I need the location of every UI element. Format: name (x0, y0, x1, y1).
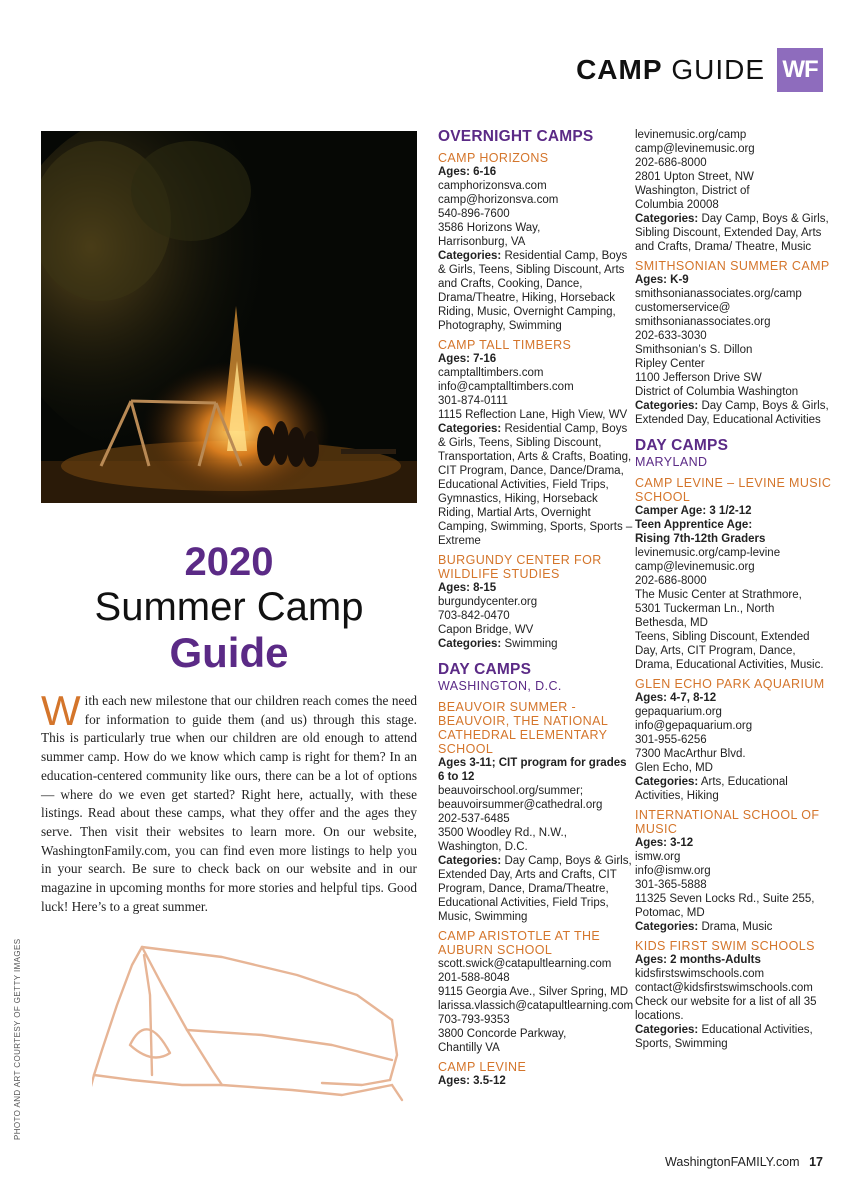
section-title-light: GUIDE (671, 54, 765, 85)
camp-detail: contact@kidsfirstswimschools.com (635, 982, 813, 994)
categories-label: Categories: (635, 213, 699, 225)
camp-name: CAMP LEVINE – LEVINE MUSIC SCHOOL (635, 476, 832, 504)
categories-label: Categories: (635, 1024, 699, 1036)
camp-detail: 7300 MacArthur Blvd. (635, 748, 746, 760)
camp-detail: Ripley Center (635, 358, 705, 370)
camp-detail: 9115 Georgia Ave., Silver Spring, MD (438, 986, 629, 998)
categories-text: Swimming (501, 638, 558, 650)
camp-detail: Potomac, MD (635, 907, 705, 919)
camp-ages: Ages: 3-12 (635, 837, 694, 849)
camp-detail: customerservice@ (635, 302, 731, 314)
categories-text: Day Camp, Boys & Girls, Sibling Discount, Extended Day, Arts and Crafts, Drama/ Theatre, Music (635, 213, 829, 253)
camp-detail: 201-588-8048 (438, 972, 510, 984)
camp-detail: kidsfirstswimschools.com (635, 968, 765, 980)
categories-label: Categories: (438, 855, 502, 867)
camp-detail: 2801 Upton Street, NW (635, 171, 754, 183)
camp-categories (635, 775, 835, 803)
categories-text: Arts, Educational Activities, Hiking (635, 776, 788, 802)
listings-column-1 (438, 128, 634, 1088)
camp-detail: 3586 Horizons Way, (438, 222, 541, 234)
camp-detail: The Music Center at Strathmore, (635, 589, 802, 601)
camp-detail: 202-686-8000 (635, 575, 707, 587)
tent-illustration (92, 935, 410, 1110)
camp-detail: smithsonianassociates.org/camp (635, 288, 802, 300)
page-footer (665, 1155, 823, 1169)
camp-detail: 1115 Reflection Lane, High View, WV (438, 409, 628, 421)
camp-detail: burgundycenter.org (438, 596, 538, 608)
camp-ages: Camper Age: 3 1/2-12 (635, 505, 752, 517)
camp-name: KIDS FIRST SWIM SCHOOLS (635, 939, 815, 953)
section-title (576, 54, 765, 86)
camp-name: CAMP HORIZONS (438, 151, 549, 165)
categories-text: Residential Camp, Boys & Girls, Teens, Sibling Discount, Arts and Crafts, Cooking, Dance, Drama/Theatre, Hiking, Horseback Riding, Music, Overnight Camping, Photography, Swimming (438, 250, 628, 332)
photo-credit: PHOTO AND ART COURTESY OF GETTY IMAGES (13, 938, 22, 1140)
camp-ages: Ages: K-9 (635, 274, 689, 286)
categories-label: Categories: (635, 776, 699, 788)
camp-detail: Harrisonburg, VA (438, 236, 526, 248)
camp-ages: Ages: 4-7, 8-12 (635, 692, 717, 704)
camp-detail: ismw.org (635, 851, 681, 863)
camp-name: BURGUNDY CENTER FOR WILDLIFE STUDIES (438, 553, 602, 581)
camp-categories (438, 249, 634, 333)
camp-categories (635, 212, 835, 254)
camp-detail: 301-874-0111 (438, 395, 508, 407)
camp-ages: Ages: 7-16 (438, 353, 497, 365)
camp-detail: camphorizonsva.com (438, 180, 547, 192)
categories-label: Categories: (635, 400, 699, 412)
camp-name: CAMP TALL TIMBERS (438, 338, 572, 352)
camp-detail: 202-537-6485 (438, 813, 510, 825)
section-heading: OVERNIGHT CAMPS (438, 128, 594, 145)
camp-detail: Capon Bridge, WV (438, 624, 534, 636)
camp-detail: Chantilly VA (438, 1042, 500, 1054)
camp-detail: 3500 Woodley Rd., N.W., (438, 827, 567, 839)
categories-label: Categories: (438, 250, 502, 262)
camp-name: SMITHSONIAN SUMMER CAMP (635, 259, 830, 273)
camp-detail: camp@horizonsva.com (438, 194, 559, 206)
camp-detail: 703-842-0470 (438, 610, 510, 622)
camp-detail: 202-686-8000 (635, 157, 707, 169)
camp-detail: Smithsonian’s S. Dillon (635, 344, 753, 356)
camp-ages: Rising 7th-12th Graders (635, 533, 766, 545)
section-heading: DAY CAMPS (438, 661, 532, 678)
camp-categories (438, 854, 634, 924)
camp-name: BEAUVOIR SUMMER - BEAUVOIR, THE NATIONAL CATHEDRAL ELEMENTARY SCHOOL (438, 700, 608, 756)
camp-detail: camp@levinemusic.org (635, 561, 755, 573)
title-summer-camp: Summer Camp (94, 585, 364, 629)
page-number: 17 (809, 1155, 823, 1169)
camp-name: CAMP LEVINE (438, 1060, 527, 1074)
camp-detail: info@gepaquarium.org (635, 720, 753, 732)
categories-label: Categories: (438, 638, 502, 650)
camp-detail: 11325 Seven Locks Rd., Suite 255, (635, 893, 815, 905)
camp-ages: Teen Apprentice Age: (635, 519, 753, 531)
camp-detail: 202-633-3030 (635, 330, 707, 342)
camp-detail: larissa.vlassich@catapultlearning.com (438, 1000, 634, 1012)
categories-text: Educational Activities, Sports, Swimming (635, 1024, 813, 1050)
camp-name: GLEN ECHO PARK AQUARIUM (635, 677, 825, 691)
wf-logo: WF (777, 48, 823, 92)
camp-detail: 5301 Tuckerman Ln., North (635, 603, 775, 615)
camp-detail: smithsonianassociates.org (635, 316, 771, 328)
camp-detail: 301-955-6256 (635, 734, 707, 746)
drop-cap: W (41, 687, 81, 734)
camp-detail: Bethesda, MD (635, 617, 708, 629)
camp-detail: levinemusic.org/camp-levine (635, 547, 781, 559)
camp-detail: 703-793-9353 (438, 1014, 510, 1026)
categories-text: Residential Camp, Boys & Girls, Teens, Sibling Discount, Transportation, Arts & Crafts, Boating, CIT Program, Dance, Dance/Drama, Educational Activities, Field Trips, Gymnastics, Hiking, Horseback Riding, Martial Arts, Overnight Camping, Swimming, Sports, Sports – Extreme (438, 423, 633, 547)
camp-name: INTERNATIONAL SCHOOL OF MUSIC (635, 808, 820, 836)
camp-detail: beauvoirsummer@cathedral.org (438, 799, 603, 811)
footer-site: WashingtonFAMILY.com (665, 1155, 800, 1169)
intro-text: ith each new milestone that our children reach comes the need for information to guide them (and us) through this stage. This is particularly true when our children are old enough to attend summer camp. How do we know which camp is right for them? In an education-centered community like ours, there can be a lot of options — where do we even get started? Right here, actually, with these listings. Read about these camps, what they offer and the ages they serve. Then visit their websites to learn more. On our website, WashingtonFamily.com, you can find even more listings to help you in your search. Be sure to check back on our website and in our magazine in upcoming months for more stories and helpful tips. Good luck! Here’s to a great summer. (41, 693, 417, 914)
camp-detail: District of Columbia Washington (635, 386, 799, 398)
camp-detail: gepaquarium.org (635, 706, 722, 718)
camp-categories (438, 637, 634, 651)
camp-categories (635, 399, 835, 427)
categories-text: Day Camp, Boys & Girls, Extended Day, Educational Activities (635, 400, 829, 426)
title-guide: Guide (169, 629, 289, 676)
camp-detail: scott.swick@catapultlearning.com (438, 958, 612, 970)
camp-detail: info@camptalltimbers.com (438, 381, 574, 393)
camp-categories (438, 422, 634, 548)
camp-detail: Teens, Sibling Discount, Extended Day, Arts, CIT Program, Dance, Drama, Educational Activities, Music. (635, 631, 824, 671)
camp-ages: Ages: 3.5-12 (438, 1075, 506, 1087)
camp-detail: levinemusic.org/camp (635, 129, 747, 141)
section-subheading: WASHINGTON, D.C. (438, 679, 562, 693)
camp-detail: info@ismw.org (635, 865, 711, 877)
camp-detail: Glen Echo, MD (635, 762, 713, 774)
camp-categories (635, 920, 835, 934)
categories-text: Drama, Music (698, 921, 773, 933)
camp-ages: Ages: 2 months-Adults (635, 954, 761, 966)
camp-detail: camp@levinemusic.org (635, 143, 755, 155)
camp-detail: 1100 Jefferson Drive SW (635, 372, 762, 384)
categories-text: Day Camp, Boys & Girls, Extended Day, Arts and Crafts, CIT Program, Dance, Drama/Theatre, Educational Activities, Field Trips, Music, Swimming (438, 855, 632, 923)
camp-detail: 3800 Concorde Parkway, (438, 1028, 567, 1040)
title-year: 2020 (184, 540, 274, 584)
section-title-bold: CAMP (576, 54, 663, 85)
listings-column-2 (635, 128, 835, 1051)
camp-name: CAMP ARISTOTLE AT THE AUBURN SCHOOL (438, 929, 601, 957)
camp-categories (635, 1023, 835, 1051)
camp-ages: Ages: 6-16 (438, 166, 497, 178)
page-header (576, 48, 823, 92)
camp-detail: Columbia 20008 (635, 199, 719, 211)
section-heading: DAY CAMPS (635, 437, 729, 454)
camp-detail: camptalltimbers.com (438, 367, 544, 379)
section-subheading: MARYLAND (635, 455, 708, 469)
camp-detail: Check our website for a list of all 35 locations. (635, 996, 817, 1022)
campfire-photo (41, 131, 417, 503)
camp-ages: Ages: 8-15 (438, 582, 497, 594)
guide-title (41, 540, 417, 676)
camp-detail: 540-896-7600 (438, 208, 510, 220)
categories-label: Categories: (635, 921, 699, 933)
camp-detail: beauvoirschool.org/summer; (438, 785, 584, 797)
camp-detail: Washington, District of (635, 185, 750, 197)
categories-label: Categories: (438, 423, 502, 435)
intro-paragraph (41, 687, 417, 916)
camp-detail: 301-365-5888 (635, 879, 707, 891)
camp-detail: Washington, D.C. (438, 841, 528, 853)
camp-ages: Ages 3-11; CIT program for grades 6 to 12 (438, 757, 627, 783)
